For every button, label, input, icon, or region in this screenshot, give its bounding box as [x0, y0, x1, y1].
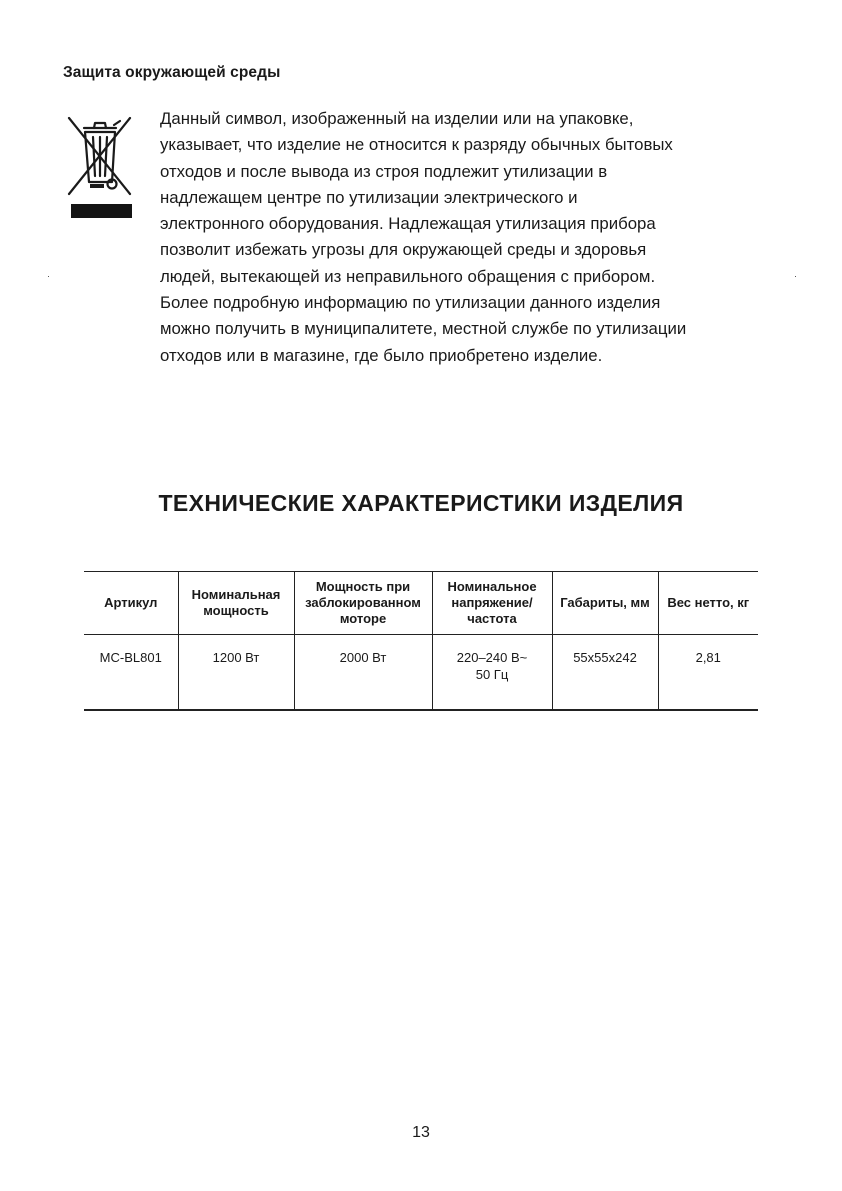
text-line: надлежащем центре по утилизации электрического и: [160, 187, 578, 207]
table-row: [84, 635, 758, 711]
cell-voltage-frequency: 220–240 В~ 50 Гц: [432, 635, 552, 711]
text-line: Данный символ, изображенный на изделии или на упаковке,: [160, 109, 634, 128]
text-line: позволит избежать угрозы для окружающей среды и здоровья: [160, 240, 647, 260]
cell-dimensions: 55x55x242: [552, 635, 658, 711]
scan-mark: [795, 276, 796, 277]
table-header-row: [84, 572, 758, 635]
weee-bar-marker: [71, 204, 132, 218]
text-line: указывает, что изделие не относится к разряду обычных бытовых: [160, 135, 673, 155]
specs-title: ТЕХНИЧЕСКИЕ ХАРАКТЕРИСТИКИ ИЗДЕЛИЯ: [158, 490, 684, 516]
col-header-net-weight: Вес нетто, кг: [658, 572, 758, 635]
text-line: отходов или в магазине, где было приобретено изделие.: [160, 345, 603, 365]
col-header-dimensions: Габариты, мм: [552, 572, 658, 635]
text-line: отходов и после вывода из строя подлежит утилизации в: [160, 161, 608, 181]
specs-table: [84, 571, 758, 711]
text-line: людей, вытекающей из неправильного обращения с прибором.: [160, 266, 656, 286]
cell-locked-motor-power: 2000 Вт: [294, 635, 432, 711]
col-header-article: Артикул: [104, 595, 158, 610]
page-number: 13: [412, 1124, 430, 1141]
col-header-locked-motor-power: Мощность при заблокированном моторе: [294, 572, 432, 635]
environment-heading: Защита окружающей среды: [63, 64, 281, 81]
scan-mark: [48, 276, 49, 277]
weee-crossed-bin-icon: [64, 112, 134, 220]
text-line: можно получить в муниципалитете, местной службе по утилизации: [160, 319, 687, 339]
text-line: Более подробную информацию по утилизации данного изделия: [160, 293, 661, 313]
cell-net-weight: 2,81: [658, 635, 758, 711]
text-line: электронного оборудования. Надлежащая утилизация прибора: [160, 214, 656, 234]
cell-article: MC-BL801: [99, 650, 162, 665]
environment-text: [160, 106, 770, 369]
cell-rated-power: 1200 Вт: [178, 635, 294, 711]
col-header-rated-power: Номинальная мощность: [178, 572, 294, 635]
col-header-voltage-frequency: Номинальное напряжение/ частота: [432, 572, 552, 635]
